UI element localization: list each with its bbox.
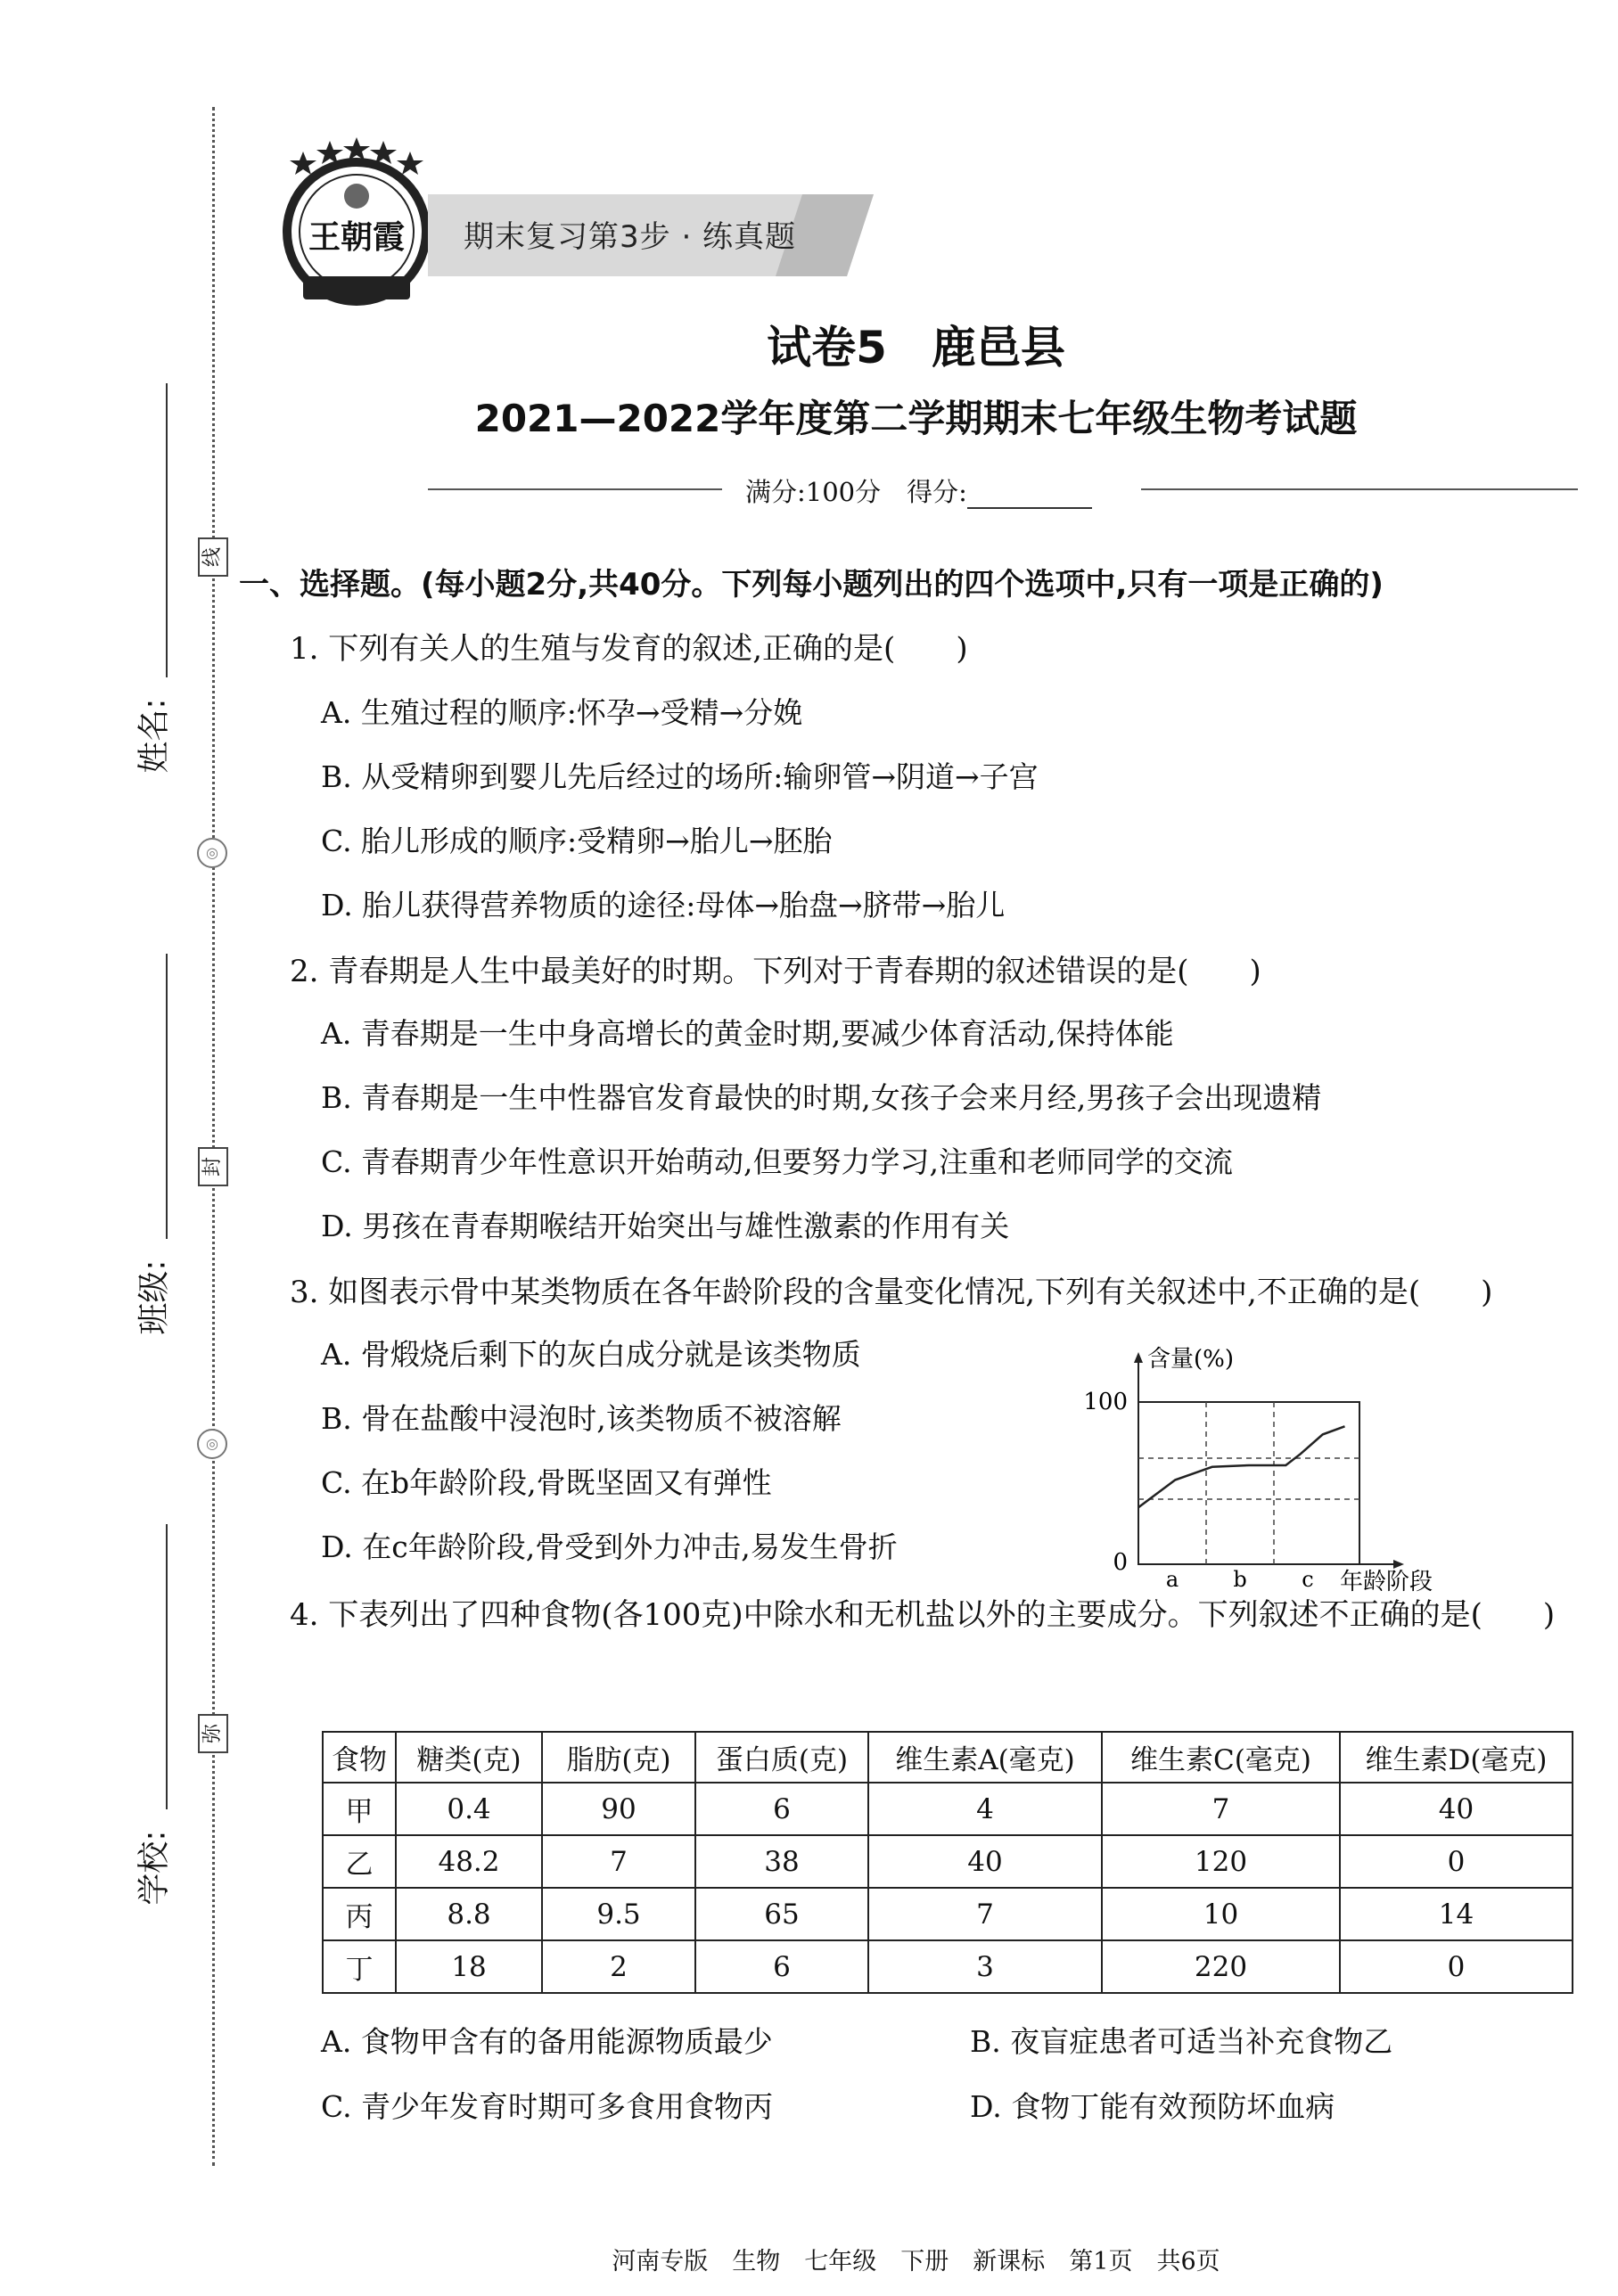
content-curve (1138, 1426, 1345, 1507)
table-cell: 丁 (323, 1940, 396, 1993)
table-cell: 10 (1102, 1888, 1340, 1940)
question-stem: 1. 下列有关人的生殖与发育的叙述,正确的是( ) (290, 631, 968, 667)
page-footer: 河南专版 生物 七年级 下册 新课标 第1页 共6页 (612, 2248, 1220, 2276)
class-field[interactable] (125, 954, 178, 1364)
option-d[interactable]: D. 男孩在青春期喉结开始突出与雄性激素的作用有关 (321, 1209, 1010, 1243)
exam-subtitle: 2021—2022学年度第二学期期末七年级生物考试题 (474, 397, 1358, 440)
y-axis-label: 含量(%) (1147, 1346, 1234, 1373)
score-text: 满分:100分 得分: (745, 477, 967, 507)
bone-content-chart (1083, 1341, 1466, 1595)
seal-mark-line: 线 (198, 537, 228, 577)
question-stem: 2. 青春期是人生中最美好的时期。下列对于青春期的叙述错误的是( ) (290, 954, 1261, 989)
divider (428, 488, 722, 490)
option-d[interactable]: D. 食物丁能有效预防坏血病 (970, 2089, 1335, 2124)
exam-title: 试卷5 鹿邑县 (767, 322, 1065, 373)
score-line (745, 472, 1092, 509)
table-row (323, 1783, 1573, 1835)
option-c[interactable]: C. 青春期青少年性意识开始萌动,但要努力学习,注重和老师同学的交流 (321, 1144, 1234, 1179)
food-nutrient-table (322, 1731, 1573, 1994)
seal-mark-feng: 封 (198, 1147, 228, 1186)
table-row (323, 1888, 1573, 1940)
x-tick-c: c (1302, 1567, 1314, 1592)
section-heading: 一、选择题。(每小题2分,共40分。下列每小题列出的四个选项中,只有一项是正确的) (239, 567, 1384, 603)
table-cell: 7 (1102, 1783, 1340, 1835)
table-cell: 8.8 (396, 1888, 542, 1940)
option-a[interactable]: A. 骨煅烧后剩下的灰白成分就是该类物质 (321, 1337, 861, 1372)
table-cell: 0 (1340, 1835, 1573, 1888)
brand-logo (267, 134, 446, 312)
name-label: 姓名: (136, 698, 173, 774)
table-cell: 220 (1102, 1940, 1340, 1993)
table-cell: 3 (868, 1940, 1102, 1993)
seal-circle: ◎ (197, 838, 227, 868)
seal-mark-mi: 弥 (198, 1714, 228, 1753)
column-header: 食物 (323, 1732, 396, 1783)
table-cell: 6 (695, 1783, 868, 1835)
logo-text: 王朝霞 (308, 219, 406, 256)
table-cell: 乙 (323, 1835, 396, 1888)
table-cell: 7 (868, 1888, 1102, 1940)
class-label: 班级: (136, 1259, 173, 1335)
table-row (323, 1835, 1573, 1888)
table-cell: 0.4 (396, 1783, 542, 1835)
x-tick-b: b (1233, 1567, 1247, 1592)
option-c[interactable]: C. 青少年发育时期可多食用食物丙 (321, 2089, 774, 2124)
table-cell: 7 (542, 1835, 695, 1888)
table-cell: 0 (1340, 1940, 1573, 1993)
table-cell: 14 (1340, 1888, 1573, 1940)
table-row (323, 1940, 1573, 1993)
review-step-banner: 期末复习第3步 · 练真题 (464, 219, 797, 255)
divider (1141, 488, 1578, 490)
x-tick-a: a (1165, 1567, 1179, 1592)
name-field[interactable] (125, 383, 178, 793)
table-header-row (323, 1732, 1573, 1783)
option-a[interactable]: A. 食物甲含有的备用能源物质最少 (321, 2024, 773, 2059)
table-cell: 40 (1340, 1783, 1573, 1835)
table-cell: 18 (396, 1940, 542, 1993)
table-cell: 120 (1102, 1835, 1340, 1888)
y-tick-100: 100 (1083, 1389, 1128, 1415)
option-b[interactable]: B. 夜盲症患者可适当补充食物乙 (970, 2024, 1393, 2059)
school-label: 学校: (136, 1830, 173, 1906)
option-b[interactable]: B. 骨在盐酸中浸泡时,该类物质不被溶解 (321, 1401, 842, 1436)
column-header: 脂肪(克) (542, 1732, 695, 1783)
table-cell: 48.2 (396, 1835, 542, 1888)
table-cell: 90 (542, 1783, 695, 1835)
option-c[interactable]: C. 胎儿形成的顺序:受精卵→胎儿→胚胎 (321, 824, 833, 858)
column-header: 糖类(克) (396, 1732, 542, 1783)
table-cell: 9.5 (542, 1888, 695, 1940)
table-cell: 38 (695, 1835, 868, 1888)
column-header: 维生素A(毫克) (868, 1732, 1102, 1783)
table-cell: 丙 (323, 1888, 396, 1940)
question-stem: 4. 下表列出了四种食物(各100克)中除水和无机盐以外的主要成分。下列叙述不正确的是( ) (290, 1597, 1556, 1633)
table-cell: 40 (868, 1835, 1102, 1888)
school-field[interactable] (125, 1524, 178, 1934)
option-d[interactable]: D. 在c年龄阶段,骨受到外力冲击,易发生骨折 (321, 1529, 898, 1564)
table-cell: 65 (695, 1888, 868, 1940)
option-c[interactable]: C. 在b年龄阶段,骨既坚固又有弹性 (321, 1465, 772, 1500)
table-cell: 甲 (323, 1783, 396, 1835)
option-b[interactable]: B. 从受精卵到婴儿先后经过的场所:输卵管→阴道→子宫 (321, 759, 1039, 794)
table-cell: 2 (542, 1940, 695, 1993)
option-a[interactable]: A. 生殖过程的顺序:怀孕→受精→分娩 (321, 695, 803, 730)
option-d[interactable]: D. 胎儿获得营养物质的途径:母体→胎盘→脐带→胎儿 (321, 888, 1006, 922)
score-blank[interactable] (967, 482, 1092, 509)
question-stem: 3. 如图表示骨中某类物质在各年龄阶段的含量变化情况,下列有关叙述中,不正确的是( ) (290, 1275, 1493, 1310)
y-tick-0: 0 (1113, 1549, 1128, 1576)
option-b[interactable]: B. 青春期是一生中性器官发育最快的时期,女孩子会来月经,男孩子会出现遗精 (321, 1080, 1322, 1115)
column-header: 维生素D(毫克) (1340, 1732, 1573, 1783)
column-header: 维生素C(毫克) (1102, 1732, 1340, 1783)
table-cell: 4 (868, 1783, 1102, 1835)
table-cell: 6 (695, 1940, 868, 1993)
column-header: 蛋白质(克) (695, 1732, 868, 1783)
x-axis-label: 年龄阶段 (1340, 1569, 1433, 1595)
option-a[interactable]: A. 青春期是一生中身高增长的黄金时期,要减少体育活动,保持体能 (321, 1016, 1174, 1051)
seal-circle: ◎ (197, 1429, 227, 1459)
